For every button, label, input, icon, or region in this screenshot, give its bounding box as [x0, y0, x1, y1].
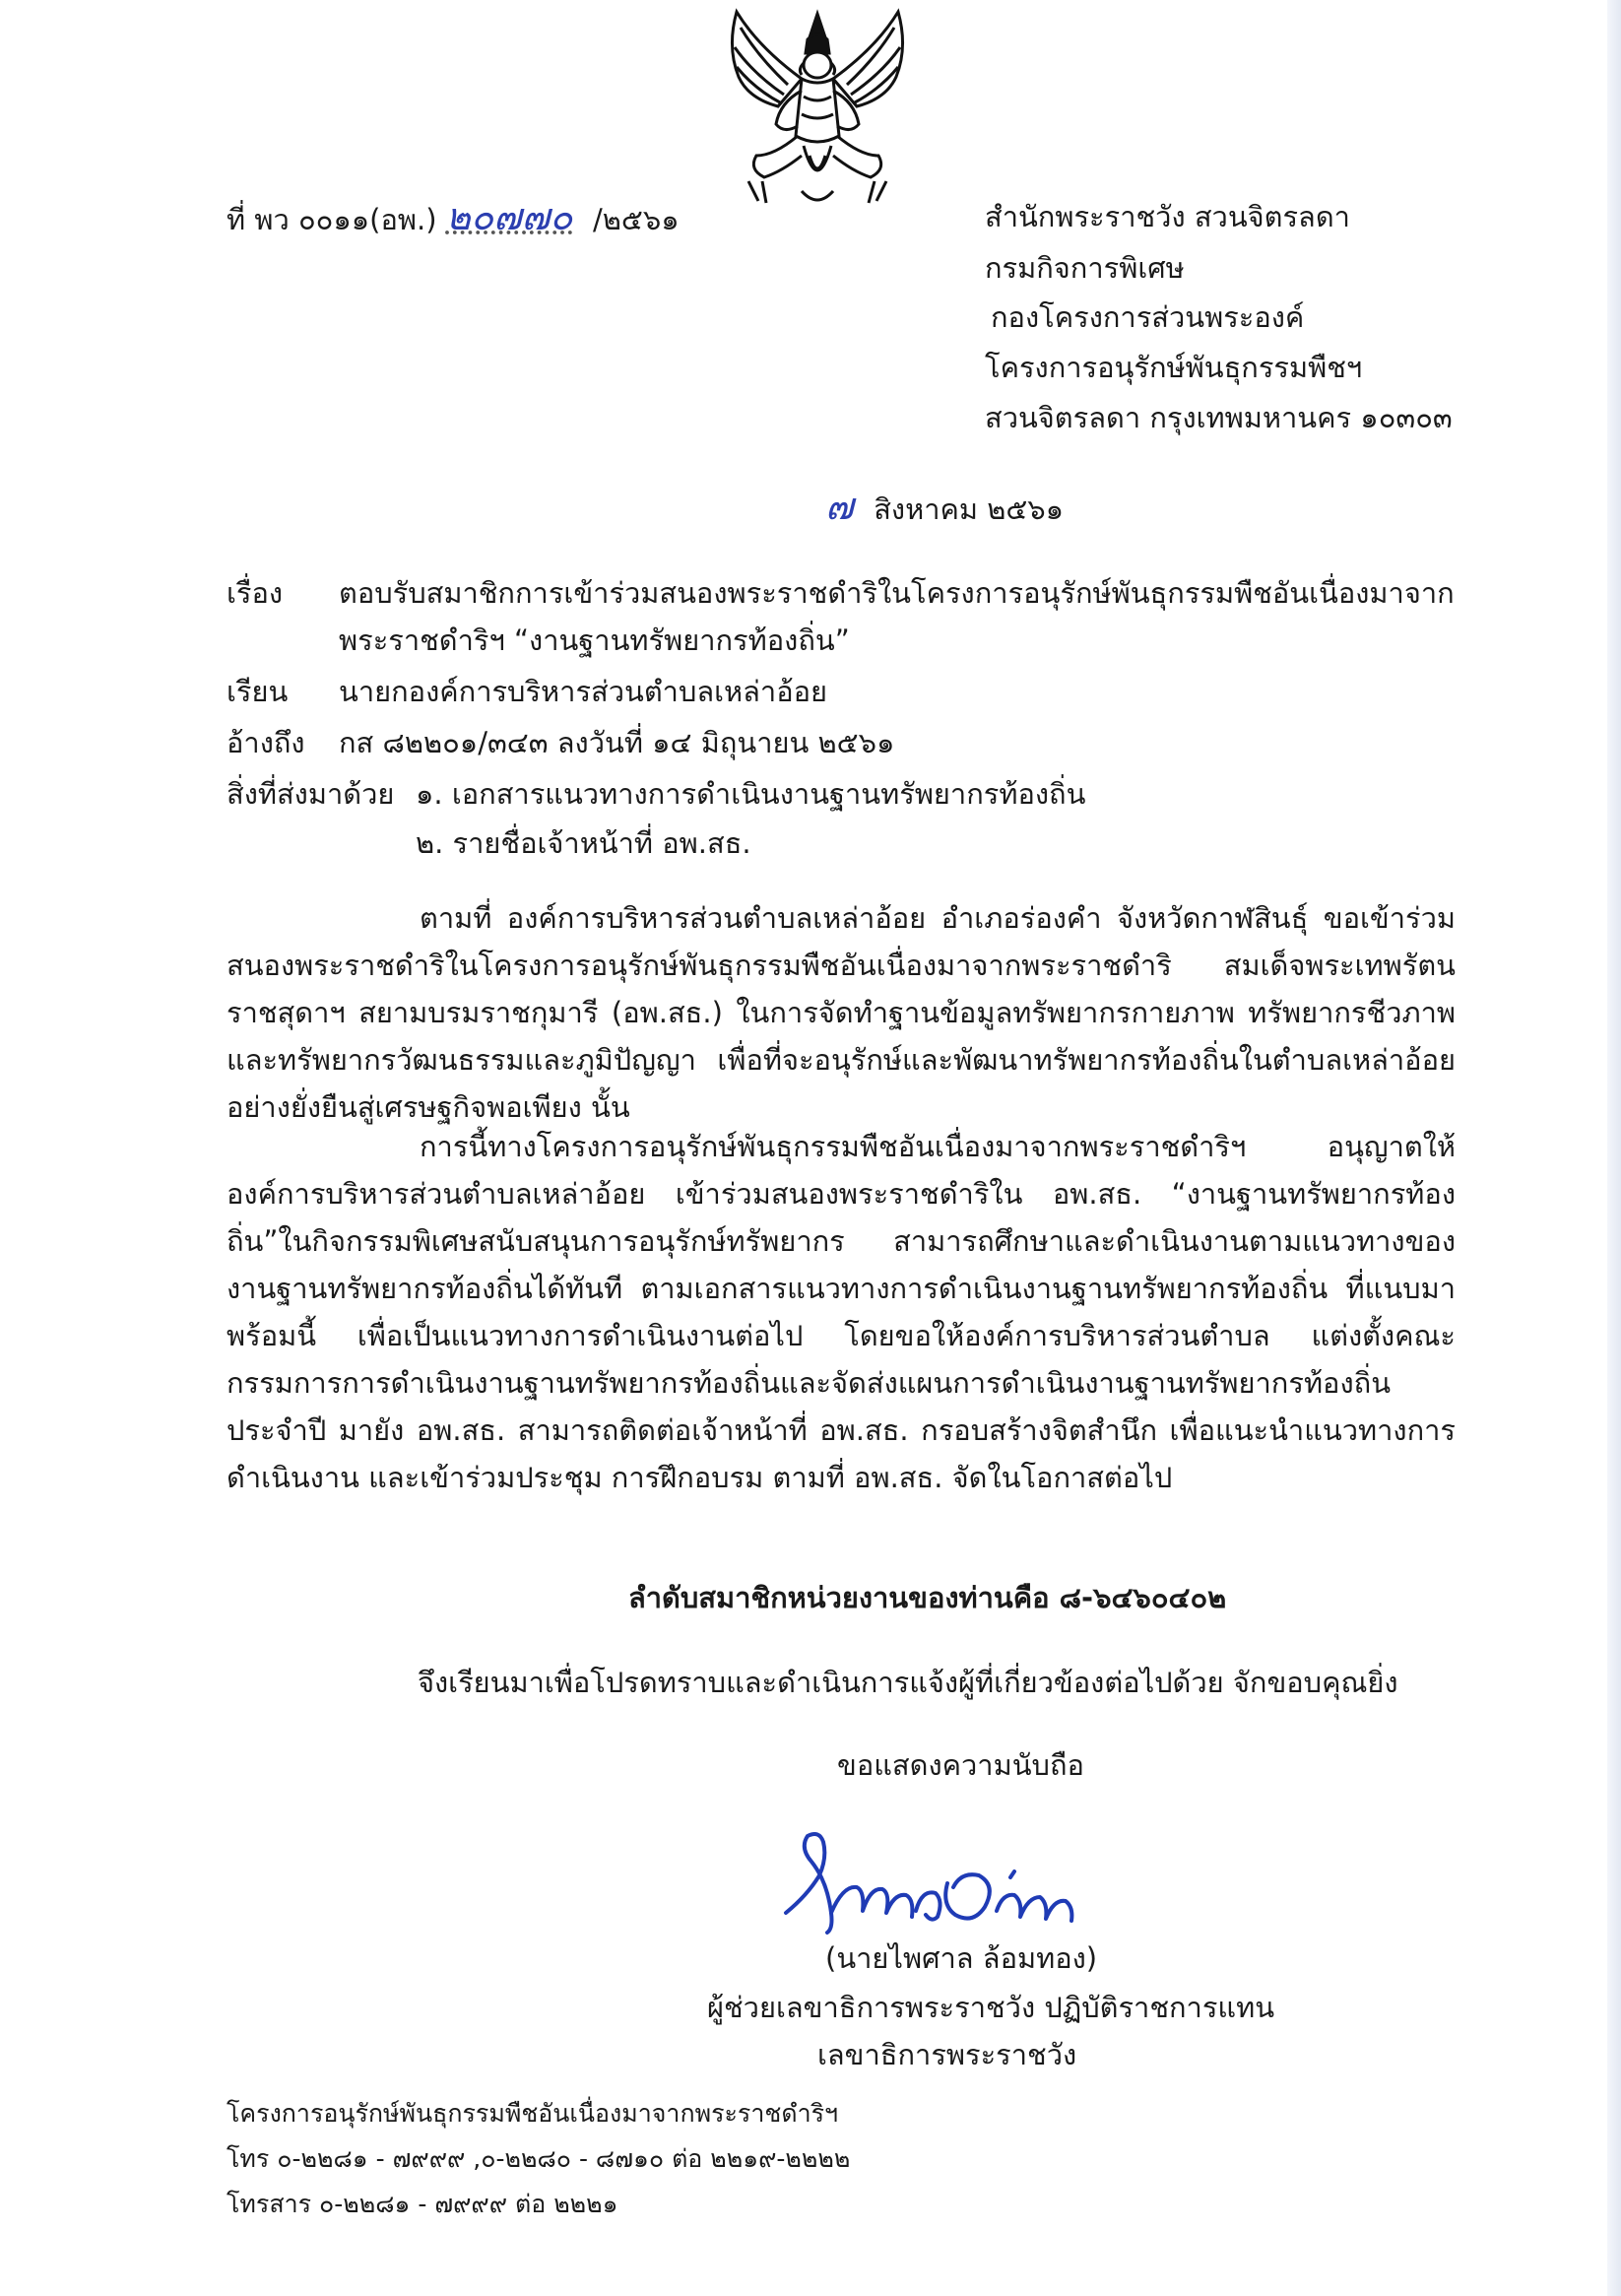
body-paragraph-1: ตามที่ องค์การบริหารส่วนตำบลเหล่าอ้อย อำเภอร่องคำ จังหวัดกาฬสินธุ์ ขอเข้าร่วมสนองพระราชดำริในโครงการอนุรักษ์พันธุกรรมพืชอันเนื่องมาจากพระราชดำริ สมเด็จพระเทพรัตนราชสุดาฯ สยามบรมราชกุมารี (อพ.สธ.) ในการจัดทำฐานข้อมูลทรัพยากรกายภาพ ทรัพยากรชีวภาพ และทรัพยากรวัฒนธรรมและภูมิปัญญา เพื่อที่จะอนุรักษ์และพัฒนาทรัพยากรท้องถิ่นในตำบลเหล่าอ้อย อย่างยั่งยืนสู่เศรษฐกิจพอเพียง นั้น: [227, 901, 1456, 1124]
sender-line-5: สวนจิตรลดา กรุงเทพมหานคร ๑๐๓๐๓: [985, 401, 1453, 434]
scan-edge: [1607, 0, 1621, 2296]
salutation: ขอแสดงความนับถือ: [837, 1748, 1084, 1782]
date-month-year: สิงหาคม ๒๕๖๑: [874, 492, 1065, 526]
to-value: นายกองค์การบริหารส่วนตำบลเหล่าอ้อย: [339, 675, 828, 708]
reference-label: อ้างถึง: [227, 726, 305, 759]
signer-position-2: เลขาธิการพระราชวัง: [817, 2038, 1077, 2071]
signer-position-1: ผู้ช่วยเลขาธิการพระราชวัง ปฏิบัติราชการแทน: [707, 1991, 1275, 2024]
sender-line-3: กองโครงการส่วนพระองค์: [991, 300, 1305, 334]
enclosure-item-1: ๑. เอกสารแนวทางการดำเนินงานฐานทรัพยากรท้องถิ่น: [416, 777, 1086, 811]
body-paragraph-2: การนี้ทางโครงการอนุรักษ์พันธุกรรมพืชอันเนื่องมาจากพระราชดำริฯ อนุญาตให้องค์การบริหารส่วนตำบลเหล่าอ้อย เข้าร่วมสนองพระราชดำริใน อพ.สธ. “งานฐานทรัพยากรท้องถิ่น”ในกิจกรรมพิเศษสนับสนุนการอนุรักษ์ทรัพยากร สามารถศึกษาและดำเนินงานตามแนวทางของงานฐานทรัพยากรท้องถิ่นได้ทันที ตามเอกสารแนวทางการดำเนินงานฐานทรัพยากรท้องถิ่น ที่แนบมาพร้อมนี้ เพื่อเป็นแนวทางการดำเนินงานต่อไป โดยขอให้องค์การบริหารส่วนตำบล แต่งตั้งคณะกรรมการการดำเนินงานฐานทรัพยากรท้องถิ่นและจัดส่งแผนการดำเนินงานฐานทรัพยากรท้องถิ่นประจำปี มายัง อพ.สธ. สามารถติดต่อเจ้าหน้าที่ อพ.สธ. กรอบสร้างจิตสำนึก เพื่อแนะนำแนวทางการดำเนินงาน และเข้าร่วมประชุม การฝึกอบรม ตามที่ อพ.สธ. จัดในโอกาสต่อไป: [227, 1130, 1456, 1494]
subject-line-1: ตอบรับสมาชิกการเข้าร่วมสนองพระราชดำริในโครงการอนุรักษ์พันธุกรรมพืชอันเนื่องมาจาก: [339, 576, 1455, 610]
footer-fax: โทรสาร ๐-๒๒๘๑ - ๗๙๙๙ ต่อ ๒๒๒๑: [227, 2190, 618, 2218]
ref-number-prefix: ที่ พว ๐๐๑๑(อพ.): [227, 203, 437, 236]
ref-number-suffix: /๒๕๖๑: [593, 203, 680, 236]
reference-value: กส ๘๒๒๐๑/๓๔๓ ลงวันที่ ๑๔ มิถุนายน ๒๕๖๑: [339, 726, 895, 759]
subject-line-2: พระราชดำริฯ “งานฐานทรัพยากรท้องถิ่น”: [339, 623, 850, 657]
member-number-line: ลำดับสมาชิกหน่วยงานของท่านคือ ๘-๖๔๖๐๔๐๒: [628, 1581, 1227, 1614]
footer-phone: โทร ๐-๒๒๘๑ - ๗๙๙๙ ,๐-๒๒๘๐ - ๘๗๑๐ ต่อ ๒๒๑๙-๒๒๒๒: [227, 2144, 851, 2173]
closing-line: จึงเรียนมาเพื่อโปรดทราบและดำเนินการแจ้งผู้ที่เกี่ยวข้องต่อไปด้วย จักขอบคุณยิ่ง: [418, 1666, 1398, 1699]
footer-org: โครงการอนุรักษ์พันธุกรรมพืชอันเนื่องมาจากพระราชดำริฯ: [227, 2099, 839, 2128]
sender-line-2: กรมกิจการพิเศษ: [985, 251, 1185, 285]
sender-line-4: โครงการอนุรักษ์พันธุกรรมพืชฯ: [985, 351, 1363, 384]
garuda-emblem: [719, 8, 916, 215]
enclosure-item-2: ๒. รายชื่อเจ้าหน้าที่ อพ.สธ.: [416, 826, 751, 860]
enclosure-label: สิ่งที่ส่งมาด้วย: [227, 777, 395, 811]
sender-line-1: สำนักพระราชวัง สวนจิตรลดา: [985, 200, 1350, 233]
date-day-handwritten: ๗: [825, 485, 854, 528]
to-label: เรียน: [227, 675, 289, 708]
signer-name: (นายไพศาล ล้อมทอง): [825, 1941, 1098, 1975]
ref-number-handwritten: ๒๐๗๗๐: [445, 195, 573, 238]
handwritten-signature: [768, 1803, 1103, 1950]
subject-label: เรื่อง: [227, 576, 284, 610]
